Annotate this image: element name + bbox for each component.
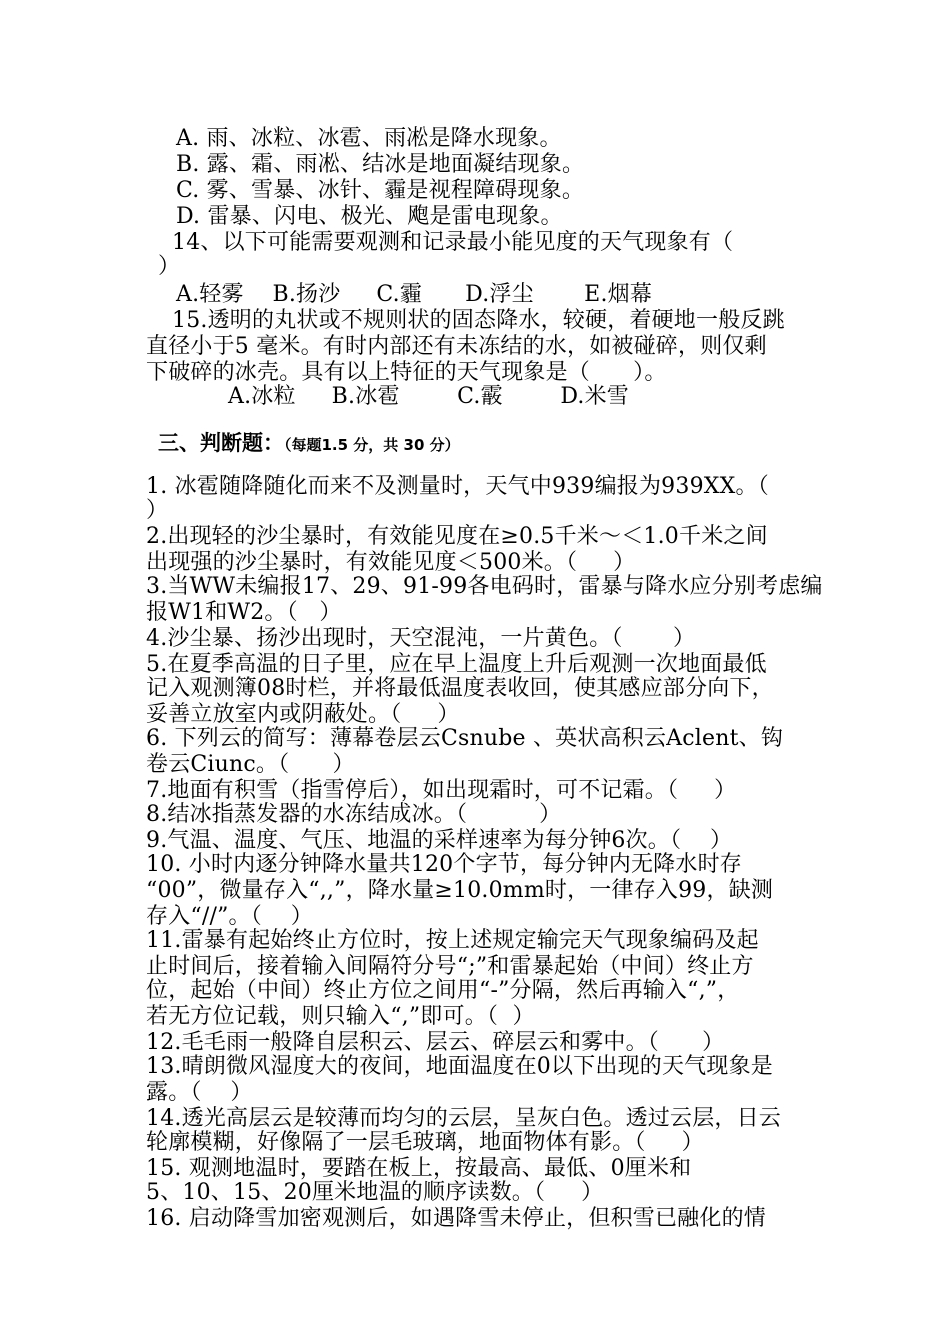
- judgment-line: 11.雷暴有起始终止方位时，按上述规定输完天气现象编码及起: [146, 928, 759, 953]
- judgment-line: 存入“//”。（ ）: [146, 904, 313, 929]
- q15-line-2: 直径小于5 毫米。有时内部还有未冻结的水，如被碰碎，则仅剩: [146, 334, 767, 359]
- q13-option-d: D. 雷暴、闪电、极光、飑是雷电现象。: [176, 204, 563, 229]
- judgment-line: 1. 冰雹随降随化而来不及测量时，天气中939编报为939XX。（: [146, 474, 769, 499]
- judgment-line: 10. 小时内逐分钟降水量共120个字节，每分钟内无降水时存: [146, 852, 742, 877]
- judgment-line: 报W1和W2。（ ）: [146, 600, 342, 625]
- judgment-line: 16. 启动降雪加密观测后，如遇降雪未停止，但积雪已融化的情: [146, 1206, 766, 1231]
- q13-option-c: C. 雾、雪暴、冰针、霾是视程障碍现象。: [176, 178, 585, 203]
- q15-line-3: 下破碎的冰壳。具有以上特征的天气现象是（ ）。: [146, 360, 667, 385]
- judgment-line: 记入观测簿08时栏，并将最低温度表收回，使其感应部分向下，: [146, 676, 774, 701]
- q15-line-1: 15.透明的丸状或不规则状的固态降水，较硬，着硬地一般反跳: [172, 308, 785, 333]
- judgment-line: 5.在夏季高温的日子里，应在早上温度上升后观测一次地面最低: [146, 652, 767, 677]
- judgment-line: 妥善立放室内或阴蔽处。（ ）: [146, 702, 460, 727]
- judgment-line: 位，起始（中间）终止方位之间用“-”分隔，然后再输入“,”，: [146, 978, 740, 1003]
- q13-option-a: A. 雨、冰粒、冰雹、雨凇是降水现象。: [176, 126, 562, 151]
- judgment-line: 14.透光高层云是较薄而均匀的云层，呈灰白色。透过云层，日云: [146, 1106, 781, 1131]
- judgment-line: 止时间后，接着输入间隔符分号“;”和雷暴起始（中间）终止方: [146, 954, 754, 979]
- judgment-line: 9.气温、温度、气压、地温的采样速率为每分钟6次。（ ）: [146, 828, 733, 853]
- judgment-line: 15. 观测地温时，要踏在板上，按最高、最低、0厘米和: [146, 1156, 692, 1181]
- q14-stem: 14、以下可能需要观测和记录最小能见度的天气现象有（: [172, 230, 734, 255]
- q15-options: A.冰粒 B.冰雹 C.霰 D.米雪: [228, 384, 629, 409]
- judgment-line: 轮廓模糊，好像隔了一层毛玻璃，地面物体有影。（ ）: [146, 1130, 704, 1155]
- judgment-line: 2.出现轻的沙尘暴时，有效能见度在≥0.5千米～＜1.0千米之间: [146, 524, 768, 549]
- judgment-line: ）: [146, 498, 169, 523]
- judgment-line: 3.当WW未编报17、29、91-99各电码时，雷暴与降水应分别考虑编: [146, 574, 823, 599]
- q14-stem-end: ）: [158, 254, 181, 279]
- section-3-title: 三、判断题：: [158, 431, 284, 455]
- judgment-line: 7.地面有积雪（指雪停后），如出现霜时，可不记霜。（ ）: [146, 778, 737, 803]
- judgment-line: 出现强的沙尘暴时，有效能见度＜500米。（ ）: [146, 550, 636, 575]
- judgment-line: 若无方位记载，则只输入“,”即可。（ ）: [146, 1004, 535, 1029]
- judgment-line: 露。（ ）: [146, 1080, 253, 1105]
- section-3-heading: [158, 430, 460, 458]
- judgment-line: 4.沙尘暴、扬沙出现时，天空混沌，一片黄色。（ ）: [146, 626, 696, 651]
- judgment-line: 6. 下列云的简写：薄幕卷层云Csnube 、英状高积云Aclent、钩: [146, 726, 784, 751]
- judgment-line: “00”，微量存入“,,”，降水量≥10.0mm时，一律存入99，缺测: [146, 878, 774, 903]
- judgment-line: 13.晴朗微风湿度大的夜间，地面温度在0以下出现的天气现象是: [146, 1054, 773, 1079]
- judgment-line: 卷云Ciunc。（ ）: [146, 752, 355, 777]
- judgment-line: 8.结冰指蒸发器的水冻结成冰。（ ）: [146, 802, 562, 827]
- q14-options: A.轻雾 B.扬沙 C.霾 D.浮尘 E.烟幕: [176, 282, 653, 307]
- judgment-line: 5、10、15、20厘米地温的顺序读数。（ ）: [146, 1180, 604, 1205]
- judgment-line: 12.毛毛雨一般降自层积云、层云、碎层云和雾中。（ ）: [146, 1030, 725, 1055]
- q13-option-b: B. 露、霜、雨凇、结冰是地面凝结现象。: [176, 152, 585, 177]
- section-3-note: （每题1.5 分，共 30 分）: [284, 436, 460, 454]
